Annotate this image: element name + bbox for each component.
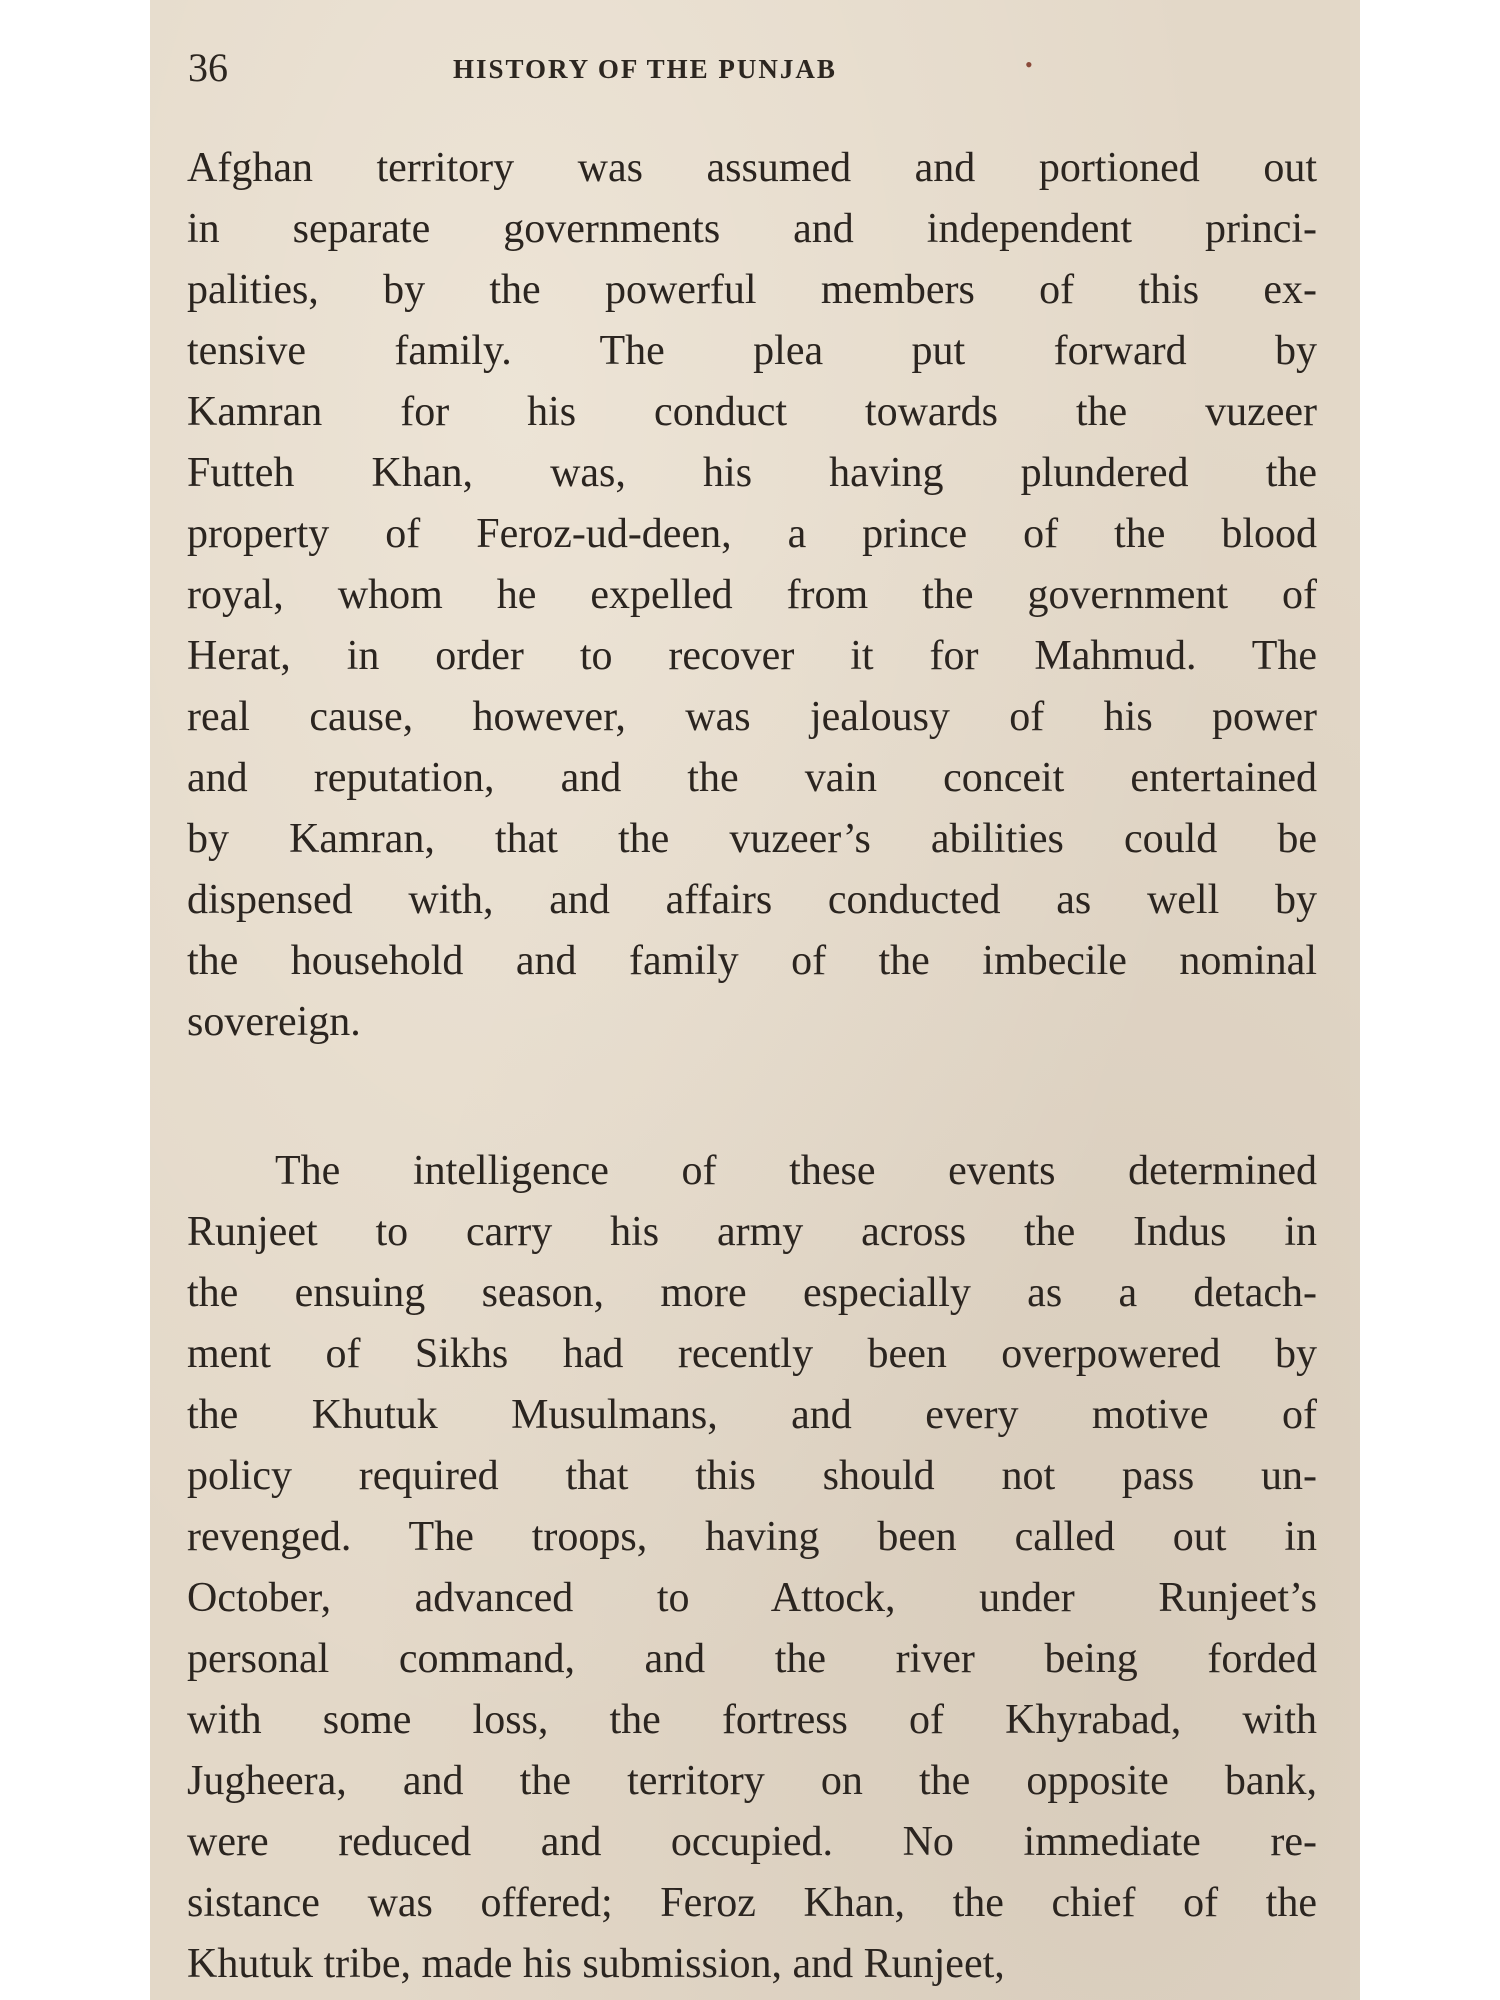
text-line: Jugheera, and the territory on the opposite bank,	[187, 1758, 1317, 1804]
text-line: tensive family. The plea put forward by	[187, 328, 1317, 374]
text-line: policy required that this should not pass un-	[187, 1453, 1317, 1499]
text-line: ment of Sikhs had recently been overpowered by	[187, 1331, 1317, 1377]
text-line: Runjeet to carry his army across the Indus in	[187, 1209, 1317, 1255]
page-header	[150, 44, 1360, 92]
text-line: Kamran for his conduct towards the vuzeer	[187, 389, 1317, 435]
text-line: and reputation, and the vain conceit entertained	[187, 755, 1317, 801]
text-line: sovereign.	[187, 999, 361, 1045]
text-line: palities, by the powerful members of this ex-	[187, 267, 1317, 313]
text-line: Herat, in order to recover it for Mahmud. The	[187, 633, 1317, 679]
text-line: real cause, however, was jealousy of his power	[187, 694, 1317, 740]
body-text	[187, 138, 1317, 1995]
scanned-page	[150, 0, 1360, 2000]
text-line: in separate governments and independent princi-	[187, 206, 1317, 252]
text-line: royal, whom he expelled from the government of	[187, 572, 1317, 618]
text-line: dispensed with, and affairs conducted as well by	[187, 877, 1317, 923]
text-line: personal command, and the river being forded	[187, 1636, 1317, 1682]
text-line: Futteh Khan, was, his having plundered the	[187, 450, 1317, 496]
text-line: Khutuk tribe, made his submission, and Runjeet,	[187, 1941, 1005, 1987]
paragraph	[187, 138, 1317, 1053]
text-line: the ensuing season, more especially as a detach-	[187, 1270, 1317, 1316]
paragraph-gap	[187, 1053, 1317, 1141]
text-line: The intelligence of these events determined	[275, 1148, 1317, 1194]
text-line: property of Feroz-ud-deen, a prince of the blood	[187, 511, 1317, 557]
text-line: by Kamran, that the vuzeer’s abilities could be	[187, 816, 1317, 862]
text-line: were reduced and occupied. No immediate re-	[187, 1819, 1317, 1865]
ink-mark-icon: •	[1025, 52, 1033, 77]
page-number: 36	[188, 45, 228, 90]
text-line: the household and family of the imbecile nominal	[187, 938, 1317, 984]
running-head: HISTORY OF THE PUNJAB	[453, 54, 837, 84]
text-line: the Khutuk Musulmans, and every motive of	[187, 1392, 1317, 1438]
text-line: Afghan territory was assumed and portioned out	[187, 145, 1317, 191]
text-line: revenged. The troops, having been called out in	[187, 1514, 1317, 1560]
text-line: sistance was offered; Feroz Khan, the chief of the	[187, 1880, 1317, 1926]
text-line: with some loss, the fortress of Khyrabad, with	[187, 1697, 1317, 1743]
paragraph	[187, 1141, 1317, 1995]
text-line: October, advanced to Attock, under Runjeet’s	[187, 1575, 1317, 1621]
